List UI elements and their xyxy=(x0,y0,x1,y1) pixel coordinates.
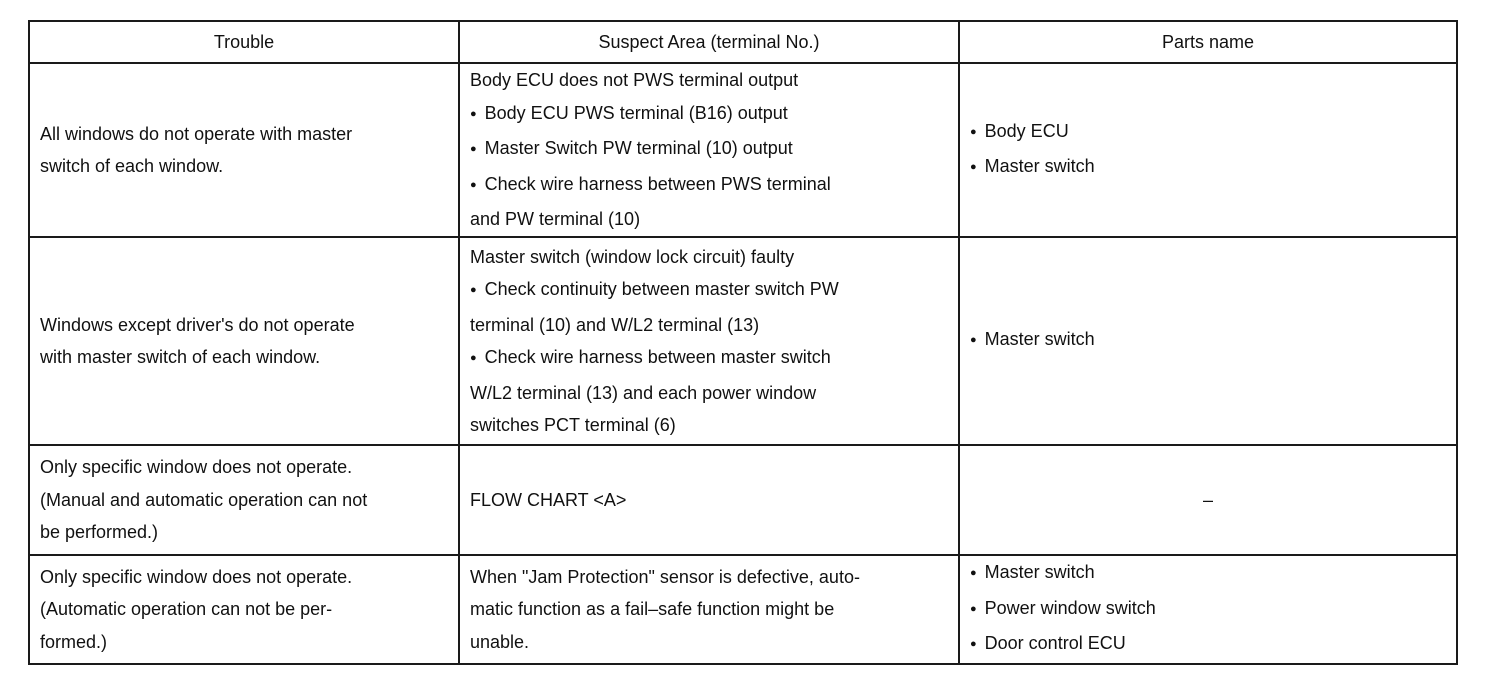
trouble-line: with master switch of each window. xyxy=(40,347,321,367)
troubleshooting-table xyxy=(28,20,1458,665)
trouble-line: All windows do not operate with master xyxy=(40,123,353,144)
part-item: ● Body ECU xyxy=(970,115,1446,151)
table-row xyxy=(29,445,1457,555)
part-item: ● Power window switch xyxy=(970,592,1446,628)
suspect-line: W/L2 terminal (13) and each power window xyxy=(470,382,817,403)
trouble-cell xyxy=(29,555,459,664)
header-parts-name: Parts name xyxy=(959,21,1457,63)
suspect-bullet-line: ● Body ECU PWS terminal (B16) output xyxy=(470,97,948,133)
trouble-line: Only specific window does not operate. xyxy=(40,457,353,478)
trouble-line: Windows except driver's do not operate xyxy=(40,314,355,335)
table-row xyxy=(29,555,1457,664)
trouble-cell xyxy=(29,445,459,555)
suspect-bullet-line: ● Check wire harness between PWS terminal xyxy=(470,168,948,204)
suspect-line: unable. xyxy=(470,631,530,652)
trouble-line: be performed.) xyxy=(40,522,159,543)
part-item: ● Master switch xyxy=(970,556,1446,592)
part-item: ● Master switch xyxy=(970,323,1446,359)
part-item: ● Master switch xyxy=(970,150,1446,186)
parts-cell xyxy=(959,63,1457,237)
trouble-line: (Automatic operation can not be per- xyxy=(40,599,333,619)
table-row xyxy=(29,63,1457,237)
suspect-cell xyxy=(459,63,959,237)
header-suspect-area: Suspect Area (terminal No.) xyxy=(459,21,959,63)
trouble-line: Only specific window does not operate. xyxy=(40,566,353,587)
suspect-line: switches PCT terminal (6) xyxy=(470,415,676,435)
trouble-cell xyxy=(29,237,459,445)
trouble-cell xyxy=(29,63,459,237)
trouble-line: switch of each window. xyxy=(40,156,224,176)
trouble-line: formed.) xyxy=(40,631,108,652)
suspect-bullet-line: ● Check wire harness between master switch xyxy=(470,341,948,377)
part-item: ● Door control ECU xyxy=(970,627,1446,663)
suspect-line: FLOW CHART <A> xyxy=(470,489,627,510)
parts-cell xyxy=(959,555,1457,664)
parts-dash: – xyxy=(1202,489,1213,510)
suspect-line: Master switch (window lock circuit) faulty xyxy=(470,246,795,267)
header-trouble: Trouble xyxy=(29,21,459,63)
suspect-bullet-line: ● Check continuity between master switch PW xyxy=(470,273,948,309)
header-row xyxy=(29,21,1457,63)
parts-cell xyxy=(959,445,1457,555)
suspect-cell xyxy=(459,555,959,664)
suspect-bullet-line: ● Master Switch PW terminal (10) output xyxy=(470,132,948,168)
suspect-line: matic function as a fail–safe function might be xyxy=(470,599,835,619)
suspect-line: When "Jam Protection" sensor is defective, auto- xyxy=(470,566,860,587)
table-row xyxy=(29,237,1457,445)
suspect-line: and PW terminal (10) xyxy=(470,209,641,230)
trouble-line: (Manual and automatic operation can not xyxy=(40,489,368,510)
suspect-cell xyxy=(459,445,959,555)
suspect-cell xyxy=(459,237,959,445)
suspect-line: terminal (10) and W/L2 terminal (13) xyxy=(470,314,760,335)
suspect-line: Body ECU does not PWS terminal output xyxy=(470,70,799,91)
parts-cell xyxy=(959,237,1457,445)
